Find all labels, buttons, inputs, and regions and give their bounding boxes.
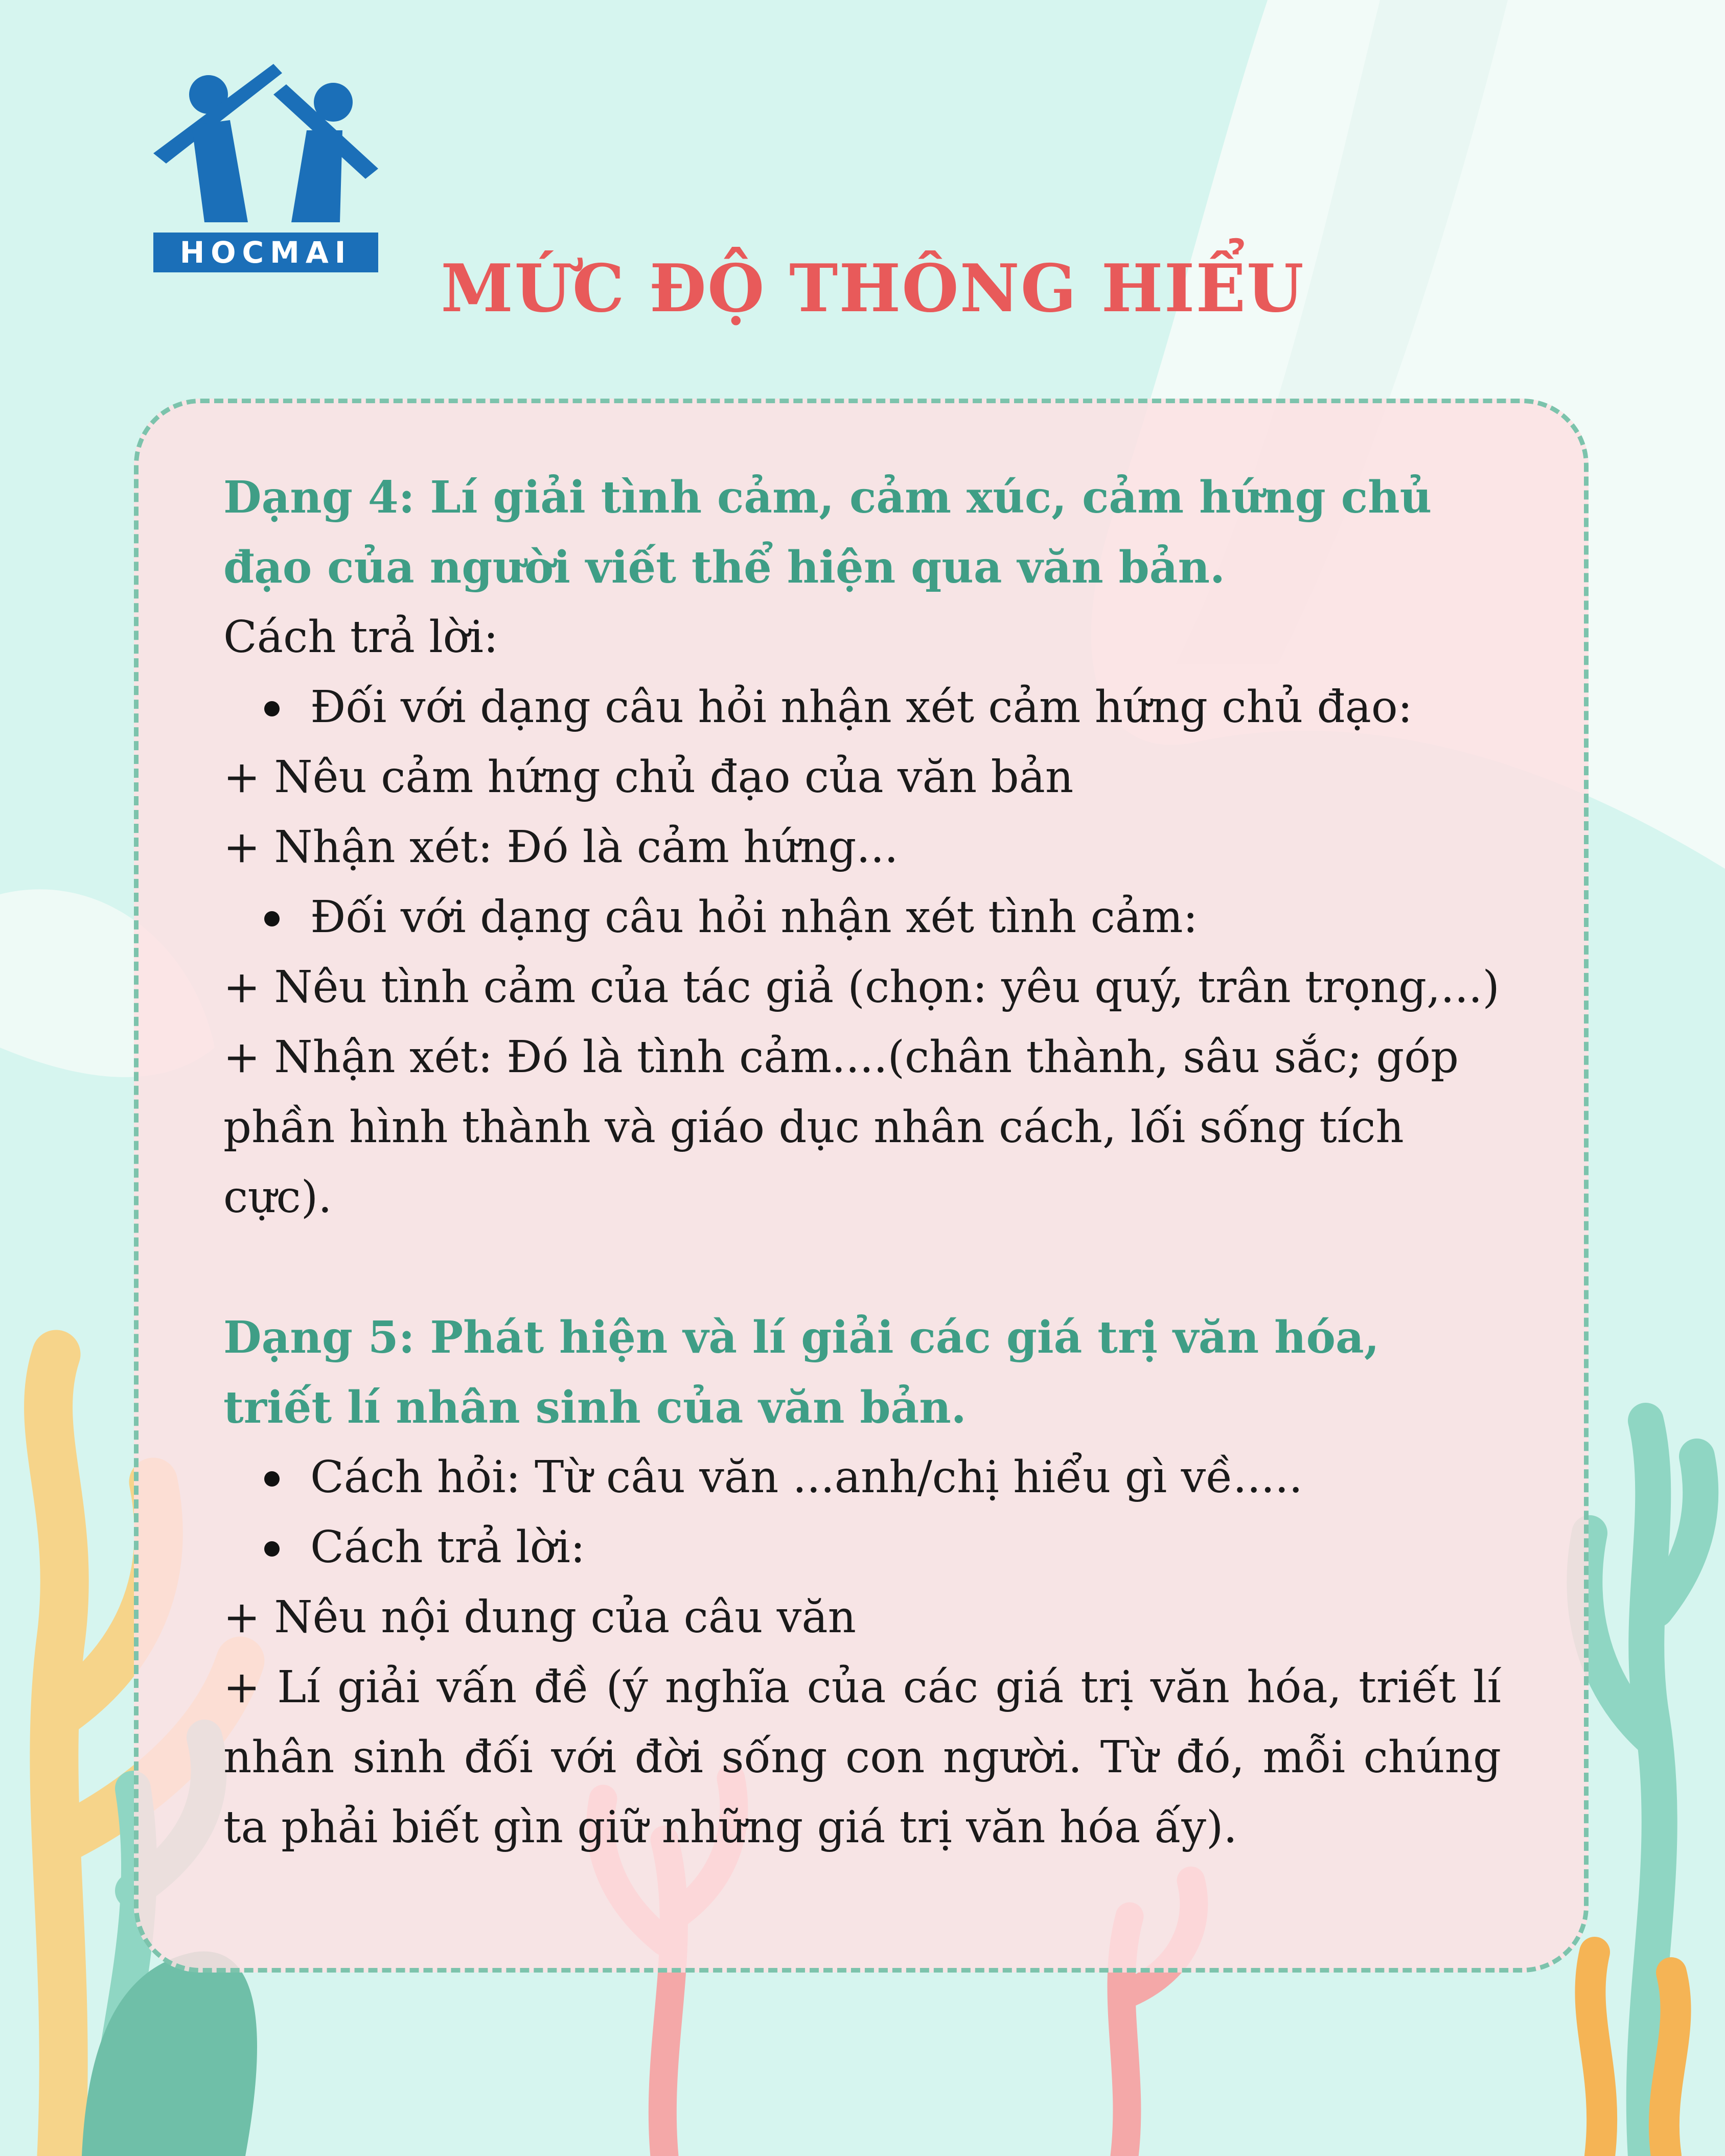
section4-answer-label: Cách trả lời: xyxy=(223,612,499,663)
section-spacer xyxy=(223,1233,1501,1303)
page-title: MỨC ĐỘ THÔNG HIỂU xyxy=(441,250,1305,327)
section4-bullet-2: Đối với dạng câu hỏi nhận xét tình cảm: xyxy=(223,883,1501,953)
section4-b2-line-1: + Nêu tình cảm của tác giả (chọn: yêu quý, trân trọng,...) xyxy=(223,962,1500,1013)
card-content xyxy=(223,462,1501,1863)
section5-heading: Dạng 5: Phát hiện và lí giải các giá trị văn hóa, triết lí nhân sinh của văn bản. xyxy=(223,1312,1379,1433)
logo-body-right xyxy=(291,130,342,222)
section4-b1-line-1: + Nêu cảm hứng chủ đạo của văn bản xyxy=(223,752,1074,803)
green-seaweed-left xyxy=(82,1952,257,2156)
section4-bullet-1: Đối với dạng câu hỏi nhận xét cảm hứng chủ đạo: xyxy=(223,673,1501,743)
section5-line-2: + Lí giải vấn đề (ý nghĩa của các giá trị văn hóa, triết lí nhân sinh đối với đời sống con người. Từ đó, mỗi chúng ta phải biết gìn giữ những giá trị văn hóa ấy). xyxy=(223,1662,1501,1853)
section4-b2-line-2: + Nhận xét: Đó là tình cảm....(chân thành, sâu sắc; góp phần hình thành và giáo dục nhân cách, lối sống tích cực). xyxy=(223,1032,1459,1223)
logo-body-left xyxy=(192,120,248,222)
section4-b1-line-2: + Nhận xét: Đó là cảm hứng... xyxy=(223,822,899,873)
section5-bullet-2: Cách trả lời: xyxy=(223,1513,1501,1583)
section5-bullet-1: Cách hỏi: Từ câu văn ...anh/chị hiểu gì về..... xyxy=(223,1443,1501,1513)
section5-line-1: + Nêu nội dung của câu văn xyxy=(223,1592,857,1643)
section4-heading: Dạng 4: Lí giải tình cảm, cảm xúc, cảm hứng chủ đạo của người viết thể hiện qua văn bản. xyxy=(223,472,1432,593)
logo-wordmark: HOCMAI xyxy=(153,233,378,272)
